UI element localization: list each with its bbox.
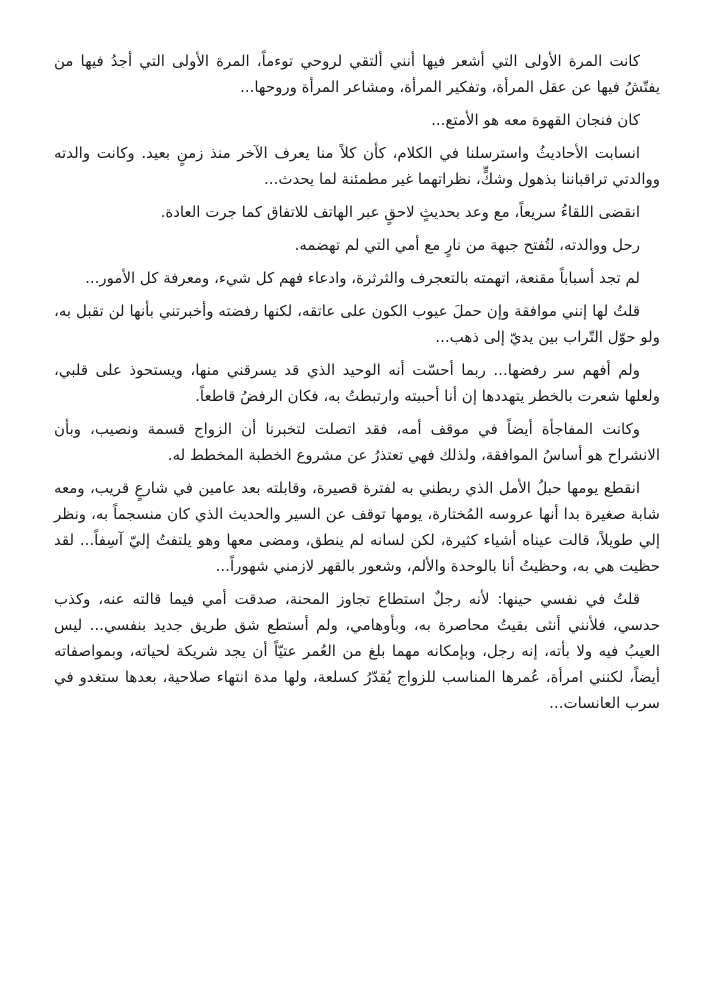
paragraph: رحل ووالدته، لتُفتح جبهة من نارٍ مع أمي التي لم تهضمه. (294, 236, 640, 254)
paragraph: كانت المرة الأولى التي أشعر فيها أنني ألتقي لروحي توءماً، المرة الأولى التي أجدُ فيها من يفتّشُ فيها عن عقل المرأة، وتفكير المرأة، ومشاعر المرأة وروحها... (54, 52, 660, 96)
document-page (54, 48, 660, 723)
paragraph: كان فنجان القهوة معه هو الأمتع... (431, 111, 640, 129)
paragraph: قلتُ لها إنني موافقة وإن حملَ عيوب الكون على عاتقه، لكنها رفضته وأخبرتني بأنها لن تقبل به، ولو حوّل التّراب بين يديّ إلى ذهب... (54, 302, 660, 346)
paragraph: انقضى اللقاءُ سريعاً، مع وعد بحديثٍ لاحقٍ عبر الهاتف للاتفاق كما جرت العادة. (160, 203, 640, 221)
paragraph: انقطع يومها حبلُ الأمل الذي ربطني به لفترة قصيرة، وقابلته بعد عامين في شارعٍ قريب، ومعه شابة صغيرة بدا أنها عروسه المُختارة، يومها توقف عن السير والحديث الذي كان منسجماً به، ونظر إلي طويلاً، قالت عيناه أشياء كثيرة، لكن لسانه لم ينطق، ومضى معها وهو يلتفتُ إليّ آسِفاً... لقد حظيت هي به، وحظيتُ أنا بالوحدة والألم، وشعور بالقهر لازمني شهوراً... (54, 479, 660, 575)
paragraph: لم تجد أسباباً مقنعة، اتهمته بالتعجرف والثرثرة، وادعاء فهم كل شيء، ومعرفة كل الأمور... (85, 269, 640, 287)
paragraph: وكانت المفاجأة أيضاً في موقف أمه، فقد اتصلت لتخبرنا أن الزواج قسمة ونصيب، وبأن الانشراح هو أساسُ الموافقة، ولذلك فهي تعتذرُ عن مشروع الخطبة المخطط له. (54, 420, 660, 464)
paragraph: ولم أفهم سر رفضها... ربما أحسّت أنه الوحيد الذي قد يسرقني منها، ويستحوذ على قلبي، ولعلها شعرت بالخطر يتهددها إن أنا أحببته وارتبطتُ به، فكان الرفضُ قاطعاً. (54, 361, 660, 405)
paragraph: انسابت الأحاديثُ واسترسلنا في الكلام، كأن كلاً منا يعرف الآخر منذ زمنٍ بعيد. وكانت والدته ووالدتي تراقباننا بذهول وشكٍّ، نظراتهما غير مطمئنة لما يحدث... (54, 144, 660, 188)
paragraph: قلتُ في نفسي حينها: لأنه رجلٌ استطاع تجاوز المحنة، صدقت أمي فيما قالته عنه، وكذب حدسي، فلأنني أنثى بقيتُ محاصرة به، وبأوهامي، ولم أستطع شق طريق جديد بنفسي... ليس العيبُ فيه ولا بأته، إنه رجل، وبإمكانه مهما بلغ من العُمر عتيّاً أن يجد شريكة لحياته، وبمواصفاته أيضاً، لكنني امرأة، عُمرها المناسب للزواج يُقدّرُ كسلعة، ولها مدة انتهاء صلاحية، بعدها ستغدو في سرب العانسات... (54, 590, 660, 712)
